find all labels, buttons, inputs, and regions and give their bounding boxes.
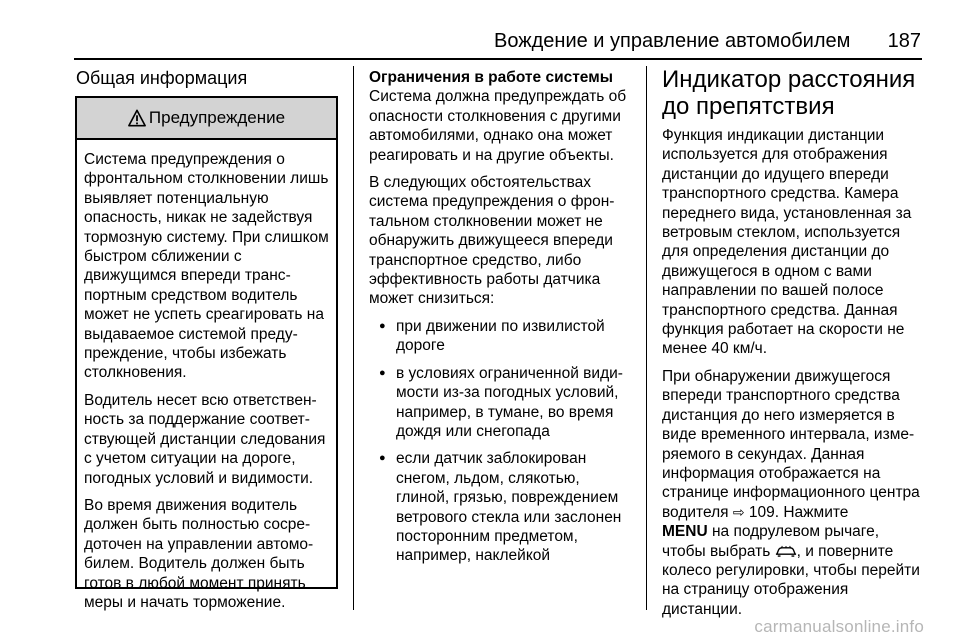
watermark: carmanualsonline.info xyxy=(754,617,924,636)
limitations-subheading: Ограничения в работе системы xyxy=(369,69,613,86)
page-reference[interactable]: 109 xyxy=(748,503,775,521)
page-number: 187 xyxy=(887,30,921,52)
middle-column xyxy=(369,68,635,574)
paragraph: В следующих обстоятельствах система предупреждения о фронтальном столкновении может не обнаружить движущееся впереди транспортное средство, либо эффективность работы датчика может снизиться: xyxy=(369,174,615,308)
bullet-list xyxy=(369,317,635,566)
car-distance-icon xyxy=(775,545,797,557)
page-reference-arrow-icon: ⇨ xyxy=(732,503,745,520)
paragraph-text: . Нажмите xyxy=(774,503,849,521)
warning-box xyxy=(75,96,338,611)
warning-body xyxy=(77,140,336,612)
paragraph-text: на подрулевом рычаге, чтобы выбрать xyxy=(662,523,880,560)
warning-triangle-icon xyxy=(128,109,146,127)
column-divider-right xyxy=(646,66,647,610)
warning-paragraph: Во время движения водитель должен быть полностью сосредоточен на управлении автомобилем. Водитель должен быть готов в любой момент принять меры и начать торможение. xyxy=(84,496,314,611)
paragraph-text: При обнаружении движущегося впереди транспортного средства дистанция до него измеряется в виде временного интервала, измеряемого в секундах. Данная информация отображается на странице информационного центра водителя xyxy=(662,367,920,521)
section-heading: Общая информация xyxy=(76,68,248,88)
menu-button-label: MENU xyxy=(662,523,708,541)
warning-title: Предупреждение xyxy=(148,108,286,127)
paragraph: Система должна предупреждать об опасности столкновения с другими автомобилями, однако она может реагировать и на другие объекты. xyxy=(369,88,627,164)
column-divider-left xyxy=(353,66,354,610)
right-column xyxy=(662,66,926,627)
distance-indicator-heading: Индикатор расстояния до препятствия xyxy=(662,66,916,120)
warning-header xyxy=(77,98,336,140)
warning-paragraph: Водитель несет всю ответственность за поддержание соответствующей дистанции следования с учетом ситуации на дороге, погодных условий и видимости. xyxy=(84,391,326,487)
paragraph: Функция индикации дистанции используется для отображения дистанции до идущего впереди транспортного средства. Камера переднего вида, установленная за ветровым стеклом, используется для определения дистанции до движущегося в одном с вами направлении по вашей полосе транспортного средства. Данная функция работает на скорости не менее 40 км/ч. xyxy=(662,127,912,358)
list-item: ● в условиях ограниченной видимости из-за погодных условий, например, в тумане, во время дождя или снегопада xyxy=(369,364,635,442)
warning-paragraph: Система предупреждения о фронтальном столкновении лишь выявляет потенциальную опасность, никак не задействуя тормозную систему. При слишком быстром сближении с движущимся впереди транспортным средством водитель может не успеть среагировать на выдаваемое системой предупреждение, чтобы избежать столкновения. xyxy=(84,151,329,382)
header-rule xyxy=(74,58,922,60)
list-item: ● если датчик заблокирован снегом, льдом, слякотью, глиной, грязью, повреждением ветрового стекла или заслонен посторонним предметом, например, наклейкой xyxy=(369,449,635,565)
header-title: Вождение и управление автомобилем xyxy=(494,30,851,52)
paragraph-text: , и поверните колесо регулировки, чтобы перейти на страницу отображения дистанции. xyxy=(662,542,920,618)
list-item: ● при движении по извилистой дороге xyxy=(369,317,635,356)
paragraph xyxy=(662,367,926,619)
